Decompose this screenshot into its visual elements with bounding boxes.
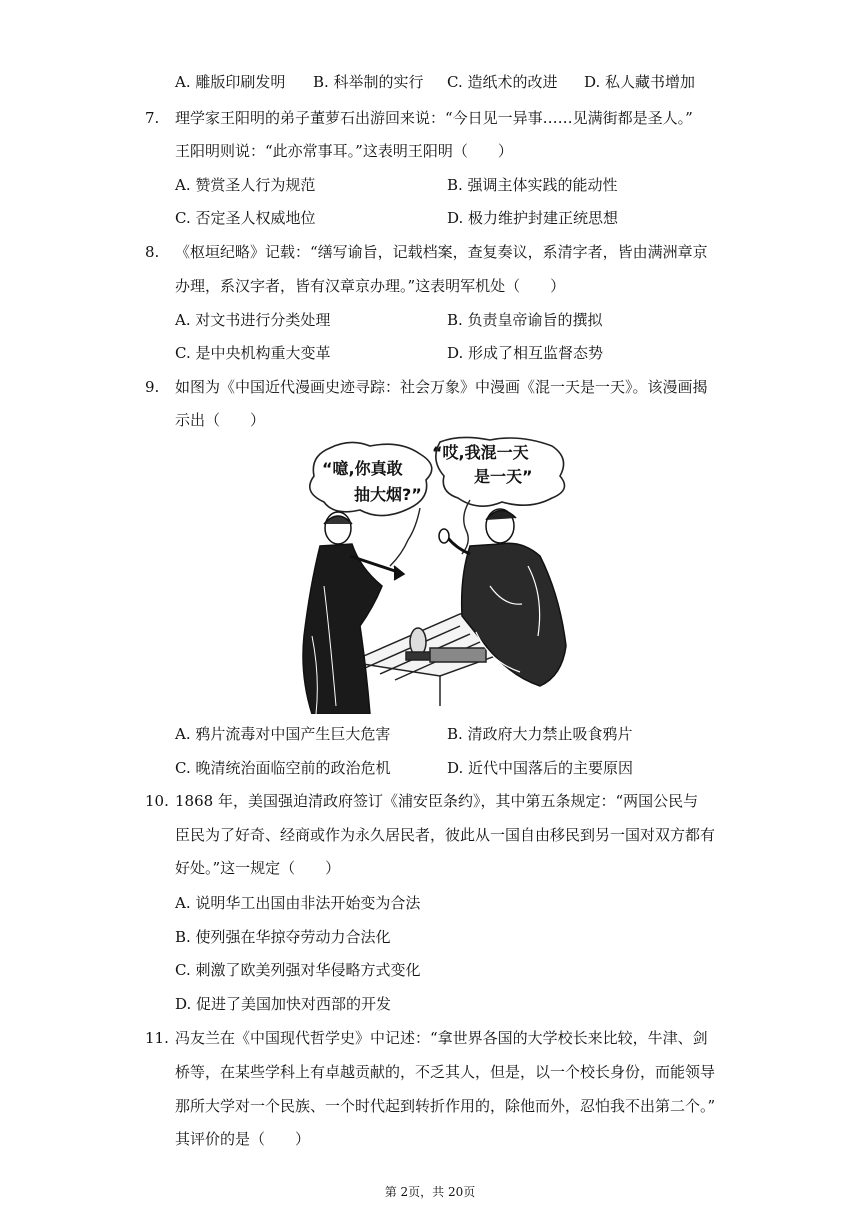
right-bubble-text-1: “哎,我混一天: [432, 443, 529, 462]
q9-stem-line-2: 示出（ ）: [175, 411, 266, 429]
q8-stem-line-1: 《枢垣纪略》记载：“缮写谕旨，记载档案，查复奏议，系清字者，皆由满洲章京: [175, 243, 708, 261]
q8-option-c: C. 是中央机构重大变革: [175, 344, 331, 362]
q10-option-c: C. 刺激了欧美列强对华侵略方式变化: [175, 961, 421, 979]
q11-number: 11.: [145, 1029, 169, 1047]
cartoon-illustration: [290, 436, 572, 714]
q9-number: 9.: [145, 378, 160, 396]
q6-option-d: D. 私人藏书增加: [584, 73, 696, 91]
q11-stem-line-1: 冯友兰在《中国现代哲学史》中记述：“拿世界各国的大学校长来比较，牛津、剑: [175, 1029, 708, 1047]
q10-number: 10.: [145, 792, 169, 810]
q10-option-a: A. 说明华工出国由非法开始变为合法: [175, 894, 421, 912]
q7-option-d: D. 极力维护封建正统思想: [447, 209, 619, 227]
q8-stem-line-2: 办理，系汉字者，皆有汉章京办理。”这表明军机处（ ）: [175, 277, 566, 295]
q7-stem-line-1: 理学家王阳明的弟子董萝石出游回来说：“今日见一异事……见满街都是圣人。”: [175, 109, 693, 127]
q9-option-d: D. 近代中国落后的主要原因: [447, 759, 634, 777]
q11-stem-line-4: 其评价的是（ ）: [175, 1130, 311, 1148]
right-bubble-text-2: 是一天”: [474, 467, 533, 486]
q8-option-a: A. 对文书进行分类处理: [175, 311, 331, 329]
q8-option-d: D. 形成了相互监督态势: [447, 344, 604, 362]
q9-option-b: B. 清政府大力禁止吸食鸦片: [447, 725, 633, 743]
q10-option-b: B. 使列强在华掠夺劳动力合法化: [175, 928, 391, 946]
q9-stem-line-1: 如图为《中国近代漫画史迹寻踪：社会万象》中漫画《混一天是一天》。该漫画揭: [175, 378, 708, 396]
q6-option-a: A. 雕版印刷发明: [175, 73, 286, 91]
q7-option-a: A. 赞赏圣人行为规范: [175, 176, 316, 194]
q7-stem-line-2: 王阳明则说：“此亦常事耳。”这表明王阳明（ ）: [175, 142, 513, 160]
q10-stem-line-2: 臣民为了好奇、经商或作为永久居民者，彼此从一国自由移民到另一国对双方都有: [175, 826, 716, 844]
left-bubble-text-1: “噫,你真敢: [322, 459, 403, 478]
q6-option-b: B. 科举制的实行: [313, 73, 424, 91]
page-footer: 第 2页，共 20页: [384, 1185, 476, 1199]
q11-stem-line-2: 桥等，在某些学科上有卓越贡献的，不乏其人，但是，以一个校长身份，而能领导: [175, 1063, 716, 1081]
q10-option-d: D. 促进了美国加快对西部的开发: [175, 995, 392, 1013]
q7-number: 7.: [145, 109, 160, 127]
q6-option-c: C. 造纸术的改进: [447, 73, 558, 91]
q8-option-b: B. 负责皇帝谕旨的撰拟: [447, 311, 603, 329]
q7-option-c: C. 否定圣人权威地位: [175, 209, 316, 227]
q10-stem-line-1: 1868 年，美国强迫清政府签订《浦安臣条约》，其中第五条规定：“两国公民与: [175, 792, 699, 810]
left-bubble-text-2: 抽大烟?”: [354, 485, 422, 504]
q11-stem-line-3: 那所大学对一个民族、一个时代起到转折作用的，除他而外，忍怕我不出第二个。”: [175, 1097, 716, 1115]
q9-option-c: C. 晚清统治面临空前的政治危机: [175, 759, 391, 777]
q10-stem-line-3: 好处。”这一规定（ ）: [175, 859, 341, 877]
q9-option-a: A. 鸦片流毒对中国产生巨大危害: [175, 725, 391, 743]
q7-option-b: B. 强调主体实践的能动性: [447, 176, 618, 194]
q8-number: 8.: [145, 243, 160, 261]
